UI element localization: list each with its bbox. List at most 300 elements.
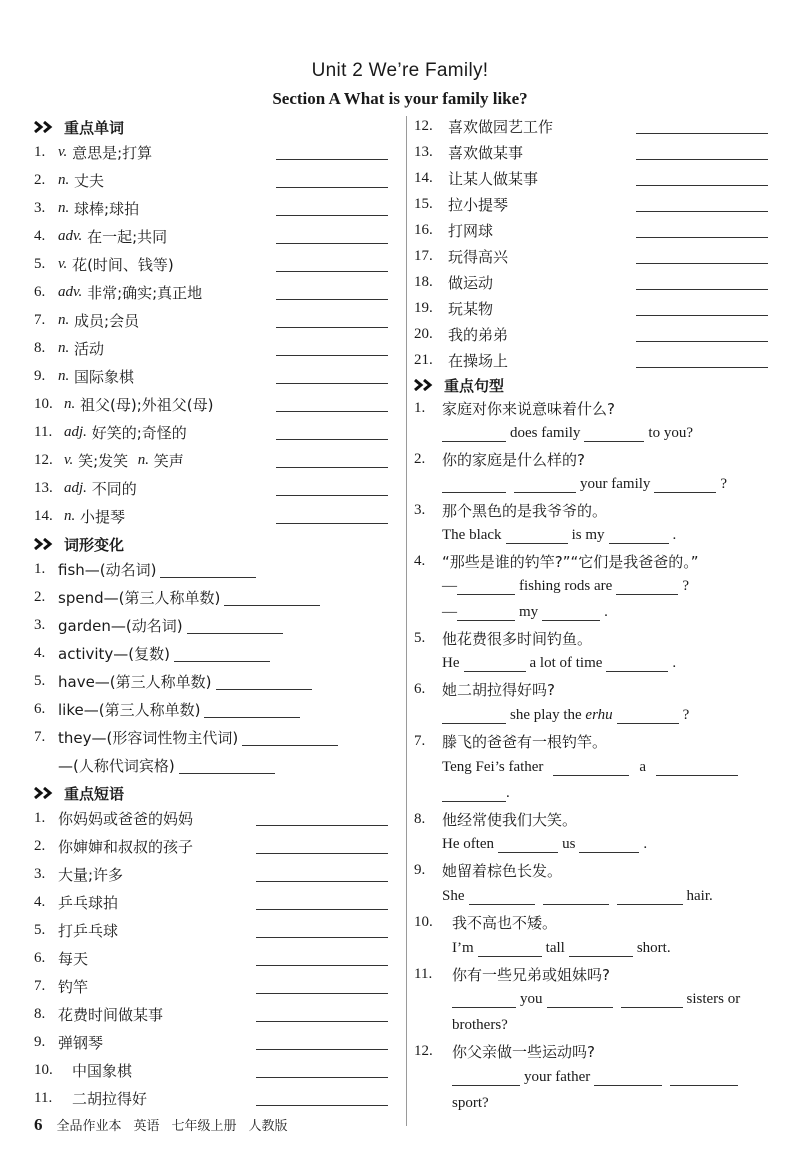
part-of-speech: n. — [58, 199, 70, 216]
sentence-prompt — [414, 676, 555, 702]
section-title: 重点句型 — [444, 376, 505, 395]
item-number: 6. — [34, 283, 46, 300]
answer-blank[interactable] — [442, 476, 506, 493]
sentence-text: your father — [524, 1068, 591, 1085]
item-number: 3. — [34, 199, 46, 216]
sentence-text: a lot of time — [529, 654, 603, 671]
subject-name: 英语 — [133, 1119, 160, 1134]
answer-blank[interactable] — [256, 1105, 388, 1106]
answer-blank[interactable] — [636, 133, 768, 134]
word-row — [34, 419, 396, 445]
sentence-text: short. — [636, 939, 671, 956]
answer-blank[interactable] — [276, 327, 388, 328]
answer-blank[interactable] — [579, 836, 639, 853]
item-number: 8. — [34, 1005, 46, 1022]
item-number: 9. — [414, 861, 426, 878]
answer-blank[interactable] — [547, 991, 613, 1008]
sentence-chinese: 你的家庭是什么样的? — [442, 450, 585, 469]
page-subtitle: Section A What is your family like? — [272, 89, 528, 108]
answer-blank[interactable] — [636, 341, 768, 342]
grade-label: 七年级上册 — [171, 1119, 237, 1134]
phrase-row — [414, 295, 776, 321]
item-number: 12. — [414, 117, 433, 134]
word-row — [34, 279, 396, 305]
answer-blank[interactable] — [654, 476, 716, 493]
phrase-row — [414, 347, 776, 373]
sentence-prompt — [414, 909, 557, 935]
item-number: 10. — [34, 395, 53, 412]
answer-blank[interactable] — [276, 243, 388, 244]
item-number: 6. — [34, 700, 46, 717]
phrase-meaning: 打网球 — [448, 221, 494, 240]
answer-blank[interactable] — [276, 439, 388, 440]
sentence-text: . — [604, 603, 608, 620]
answer-blank[interactable] — [469, 888, 535, 905]
form-row — [34, 696, 304, 722]
sentence-text: you — [520, 990, 543, 1007]
item-number: 4. — [34, 227, 46, 244]
sentence-answer-line — [442, 754, 742, 780]
form-prompt: —(人称代词宾格) — [58, 756, 175, 775]
answer-blank[interactable] — [442, 707, 506, 724]
item-number: 19. — [414, 299, 433, 316]
answer-blank[interactable] — [514, 476, 576, 493]
answer-blank[interactable] — [543, 888, 609, 905]
sentence-answer-line — [442, 883, 713, 909]
form-prompt: activity—(复数) — [58, 644, 170, 663]
part-of-speech: n. — [64, 395, 76, 412]
page-number: 6 — [34, 1115, 43, 1134]
item-number: 4. — [414, 552, 426, 569]
sentence-prompt — [414, 857, 562, 883]
phrase-meaning: 大量;许多 — [58, 865, 124, 884]
sentence-answer-line — [452, 1090, 489, 1116]
answer-blank[interactable] — [256, 1021, 388, 1022]
sentence-text: — — [442, 577, 457, 594]
item-number: 10. — [414, 913, 433, 930]
answer-blank[interactable] — [636, 237, 768, 238]
phrase-row — [414, 269, 776, 295]
page-title: Unit 2 We’re Family! — [311, 60, 489, 81]
sentence-prompt — [414, 961, 610, 987]
word-meaning: 球棒;球拍 — [74, 199, 140, 218]
answer-blank[interactable] — [594, 1069, 662, 1086]
answer-blank[interactable] — [656, 759, 738, 776]
phrase-meaning: 打乒乓球 — [58, 921, 119, 940]
item-number: 9. — [34, 367, 46, 384]
sentence-text: your family — [580, 475, 651, 492]
word-meaning: 成员;会员 — [74, 311, 140, 330]
answer-blank[interactable] — [457, 578, 515, 595]
phrase-meaning: 中国象棋 — [72, 1061, 133, 1080]
answer-blank[interactable] — [542, 604, 600, 621]
answer-blank[interactable] — [276, 299, 388, 300]
word-meaning: 好笑的;奇怪的 — [91, 423, 187, 442]
item-number: 8. — [414, 810, 426, 827]
item-number: 1. — [34, 560, 46, 577]
item-number: 1. — [34, 809, 46, 826]
sentence-answer-line — [442, 780, 510, 806]
answer-blank[interactable] — [452, 991, 516, 1008]
form-prompt: spend—(第三人称单数) — [58, 588, 221, 607]
word-row — [34, 139, 396, 165]
word-meaning: 在一起;共同 — [87, 227, 168, 246]
part-of-speech: n. — [58, 311, 70, 328]
sentence-answer-line — [442, 599, 608, 625]
sentence-prompt — [414, 395, 615, 421]
phrase-meaning: 你婶婶和叔叔的孩子 — [58, 837, 194, 856]
answer-blank[interactable] — [276, 523, 388, 524]
word-meaning: 笑声 — [153, 451, 184, 470]
section-header-phrases — [34, 781, 124, 805]
phrase-row — [34, 861, 396, 887]
form-row — [34, 668, 316, 694]
item-number: 1. — [34, 143, 46, 160]
sentence-answer-line — [442, 650, 676, 676]
part-of-speech: n. — [137, 451, 149, 468]
word-meaning: 非常;确实;真正地 — [87, 283, 203, 302]
answer-blank[interactable] — [179, 757, 275, 774]
item-number: 3. — [34, 865, 46, 882]
phrase-row — [414, 165, 776, 191]
sentence-text: I’m — [452, 939, 474, 956]
answer-blank[interactable] — [636, 315, 768, 316]
answer-blank[interactable] — [636, 159, 768, 160]
form-row — [34, 640, 274, 666]
phrase-meaning: 喜欢做园艺工作 — [448, 117, 554, 136]
word-meaning: 小提琴 — [80, 507, 126, 526]
sentence-text: to you? — [648, 424, 693, 441]
answer-blank[interactable] — [616, 578, 678, 595]
phrase-meaning: 乒乓球拍 — [58, 893, 119, 912]
item-number: 3. — [34, 616, 46, 633]
answer-blank[interactable] — [204, 701, 300, 718]
sentence-text: . — [506, 784, 510, 801]
item-number: 17. — [414, 247, 433, 264]
answer-blank[interactable] — [256, 825, 388, 826]
phrase-row — [414, 243, 776, 269]
sentence-prompt — [414, 548, 699, 574]
sentence-answer-line — [442, 420, 693, 446]
part-of-speech: n. — [58, 339, 70, 356]
sentence-text: my — [519, 603, 539, 620]
sentence-chinese: 她二胡拉得好吗? — [442, 680, 555, 699]
phrase-row — [414, 191, 776, 217]
answer-blank[interactable] — [584, 425, 644, 442]
answer-blank[interactable] — [256, 1049, 388, 1050]
item-number: 2. — [34, 837, 46, 854]
word-meaning: 活动 — [74, 339, 105, 358]
sentence-prompt — [414, 728, 607, 754]
answer-blank[interactable] — [670, 1069, 738, 1086]
sentence-answer-line — [442, 573, 689, 599]
form-row — [34, 752, 279, 778]
answer-blank[interactable] — [256, 881, 388, 882]
sentence-text: hair. — [686, 887, 713, 904]
answer-blank[interactable] — [498, 836, 558, 853]
phrase-meaning: 弹钢琴 — [58, 1033, 104, 1052]
phrase-row — [34, 917, 396, 943]
phrase-meaning: 在操场上 — [448, 351, 509, 370]
form-prompt: have—(第三人称单数) — [58, 672, 212, 691]
sentence-text: The black — [442, 526, 502, 543]
form-prompt: fish—(动名词) — [58, 560, 157, 579]
phrase-row — [414, 217, 776, 243]
sentence-text: does family — [510, 424, 581, 441]
answer-blank[interactable] — [452, 1069, 520, 1086]
sentence-text: ? — [682, 577, 689, 594]
item-number: 2. — [34, 588, 46, 605]
item-number: 6. — [34, 949, 46, 966]
sentence-text: — — [442, 603, 457, 620]
answer-blank[interactable] — [276, 215, 388, 216]
sentence-text: . — [643, 835, 648, 852]
double-chevron-icon — [34, 538, 56, 550]
word-meaning: 笑;发笑 — [78, 451, 129, 470]
phrase-meaning: 玩某物 — [448, 299, 494, 318]
answer-blank[interactable] — [621, 991, 683, 1008]
phrase-meaning: 喜欢做某事 — [448, 143, 524, 162]
answer-blank[interactable] — [636, 289, 768, 290]
answer-blank[interactable] — [276, 187, 388, 188]
answer-blank[interactable] — [216, 673, 312, 690]
word-row — [34, 223, 396, 249]
word-row — [34, 391, 396, 417]
book-name: 全品作业本 — [56, 1119, 122, 1134]
sentence-text: . — [672, 526, 677, 543]
answer-blank[interactable] — [276, 495, 388, 496]
sentence-prompt — [414, 497, 607, 523]
item-number: 2. — [34, 171, 46, 188]
item-number: 5. — [34, 921, 46, 938]
column-divider — [406, 116, 407, 1126]
item-number: 21. — [414, 351, 433, 368]
sentence-text: is my — [571, 526, 605, 543]
phrase-row — [414, 321, 776, 347]
part-of-speech: v. — [58, 255, 68, 272]
sentence-text: erhu — [585, 706, 613, 723]
part-of-speech: n. — [64, 507, 76, 524]
sentence-prompt — [414, 1038, 595, 1064]
form-prompt: they—(形容词性物主代词) — [58, 728, 239, 747]
sentence-chinese: 滕飞的爸爸有一根钓竿。 — [442, 732, 608, 751]
item-number: 14. — [414, 169, 433, 186]
sentence-text: . — [672, 654, 677, 671]
sentence-chinese: 那个黑色的是我爷爷的。 — [442, 501, 608, 520]
phrase-meaning: 让某人做某事 — [448, 169, 539, 188]
word-row — [34, 167, 396, 193]
sentence-answer-line — [452, 1064, 742, 1090]
sentence-answer-line — [442, 522, 676, 548]
part-of-speech: adj. — [64, 423, 87, 440]
phrase-meaning: 做运动 — [448, 273, 494, 292]
phrase-row — [34, 1085, 396, 1111]
item-number: 13. — [34, 479, 53, 496]
answer-blank[interactable] — [256, 965, 388, 966]
answer-blank[interactable] — [256, 853, 388, 854]
part-of-speech: v. — [64, 451, 74, 468]
section-title: 重点短语 — [64, 784, 125, 803]
item-number: 4. — [34, 893, 46, 910]
word-row — [34, 363, 396, 389]
phrase-meaning: 钓竿 — [58, 977, 89, 996]
word-meaning: 祖父(母);外祖父(母) — [80, 395, 214, 414]
part-of-speech: adv. — [58, 283, 83, 300]
sentence-answer-line — [442, 471, 727, 497]
sentence-prompt — [414, 446, 585, 472]
answer-blank[interactable] — [569, 940, 633, 957]
answer-blank[interactable] — [553, 759, 629, 776]
sentence-text: tall — [545, 939, 565, 956]
answer-blank[interactable] — [187, 617, 283, 634]
form-row — [34, 584, 324, 610]
item-number: 7. — [414, 732, 426, 749]
sentence-chinese: 你父亲做一些运动吗? — [452, 1042, 595, 1061]
word-row — [34, 447, 396, 473]
phrase-row — [34, 945, 396, 971]
section-title: 词形变化 — [64, 535, 125, 554]
answer-blank[interactable] — [276, 271, 388, 272]
answer-blank[interactable] — [224, 589, 320, 606]
form-prompt: like—(第三人称单数) — [58, 700, 201, 719]
answer-blank[interactable] — [636, 367, 768, 368]
answer-blank[interactable] — [276, 355, 388, 356]
sentence-chinese: 我不高也不矮。 — [452, 913, 558, 932]
sentence-text: ? — [720, 475, 728, 492]
sentence-text: ? — [682, 706, 690, 723]
answer-blank[interactable] — [276, 467, 388, 468]
answer-blank[interactable] — [442, 785, 506, 802]
item-number: 7. — [34, 311, 46, 328]
sentence-text: sport? — [452, 1094, 489, 1111]
answer-blank[interactable] — [242, 729, 338, 746]
answer-blank[interactable] — [506, 527, 568, 544]
answer-blank[interactable] — [636, 185, 768, 186]
page-footer — [34, 1115, 300, 1135]
answer-blank[interactable] — [160, 561, 256, 578]
word-row — [34, 503, 396, 529]
phrase-meaning: 我的弟弟 — [448, 325, 509, 344]
form-row — [34, 612, 287, 638]
sentence-prompt — [414, 625, 592, 651]
phrase-row — [34, 973, 396, 999]
phrase-row — [34, 1057, 396, 1083]
item-number: 11. — [34, 1089, 53, 1106]
item-number: 8. — [34, 339, 46, 356]
phrase-row — [34, 833, 396, 859]
item-number: 7. — [34, 977, 46, 994]
sentence-answer-line — [452, 935, 671, 961]
answer-blank[interactable] — [276, 159, 388, 160]
answer-blank[interactable] — [276, 383, 388, 384]
item-number: 2. — [414, 450, 426, 467]
answer-blank[interactable] — [276, 411, 388, 412]
answer-blank[interactable] — [256, 993, 388, 994]
section-header-sentences — [414, 373, 504, 397]
sentence-answer-line — [442, 831, 647, 857]
phrase-meaning: 花费时间做某事 — [58, 1005, 164, 1024]
item-number: 10. — [34, 1061, 53, 1078]
word-meaning: 意思是;打算 — [72, 143, 153, 162]
phrase-row — [414, 113, 776, 139]
answer-blank[interactable] — [636, 263, 768, 264]
double-chevron-icon — [414, 379, 436, 391]
answer-blank[interactable] — [457, 604, 515, 621]
answer-blank[interactable] — [617, 707, 679, 724]
sentence-chinese: 家庭对你来说意味着什么? — [442, 399, 615, 418]
sentence-text: a — [639, 758, 647, 775]
sentence-text: she play the — [510, 706, 582, 723]
phrase-meaning: 你妈妈或爸爸的妈妈 — [58, 809, 194, 828]
phrase-meaning: 每天 — [58, 949, 89, 968]
phrase-row — [414, 139, 776, 165]
answer-blank[interactable] — [174, 645, 270, 662]
answer-blank[interactable] — [256, 1077, 388, 1078]
answer-blank[interactable] — [636, 211, 768, 212]
item-number: 13. — [414, 143, 433, 160]
answer-blank[interactable] — [478, 940, 542, 957]
item-number: 1. — [414, 399, 426, 416]
word-row — [34, 195, 396, 221]
item-number: 4. — [34, 644, 46, 661]
answer-blank[interactable] — [256, 909, 388, 910]
answer-blank[interactable] — [606, 655, 668, 672]
item-number: 5. — [34, 672, 46, 689]
item-number: 20. — [414, 325, 433, 342]
sentence-text: He often — [442, 835, 495, 852]
section-header-forms — [34, 532, 124, 556]
sentence-text: Teng Fei’s father — [442, 758, 544, 775]
phrase-row — [34, 889, 396, 915]
part-of-speech: n. — [58, 367, 70, 384]
part-of-speech: adv. — [58, 227, 83, 244]
answer-blank[interactable] — [442, 425, 506, 442]
part-of-speech: n. — [58, 171, 70, 188]
sentence-chinese: 你有一些兄弟或姐妹吗? — [452, 965, 610, 984]
form-row — [34, 556, 260, 582]
sentence-prompt — [414, 806, 577, 832]
section-title: 重点单词 — [64, 118, 125, 137]
sentence-text: sisters or — [686, 990, 741, 1007]
item-number: 5. — [34, 255, 46, 272]
answer-blank[interactable] — [617, 888, 683, 905]
sentence-text: fishing rods are — [519, 577, 613, 594]
item-number: 15. — [414, 195, 433, 212]
answer-blank[interactable] — [464, 655, 526, 672]
item-number: 11. — [414, 965, 433, 982]
word-meaning: 丈夫 — [74, 171, 105, 190]
phrase-row — [34, 1029, 396, 1055]
double-chevron-icon — [34, 787, 56, 799]
word-meaning: 花(时间、钱等) — [72, 255, 174, 274]
part-of-speech: v. — [58, 143, 68, 160]
word-row — [34, 335, 396, 361]
item-number: 9. — [34, 1033, 46, 1050]
edition-label: 人教版 — [248, 1119, 288, 1134]
sentence-answer-line — [452, 986, 740, 1012]
form-row — [34, 724, 342, 750]
answer-blank[interactable] — [609, 527, 669, 544]
item-number: 5. — [414, 629, 426, 646]
phrase-row — [34, 1001, 396, 1027]
word-row — [34, 251, 396, 277]
phrase-meaning: 二胡拉得好 — [72, 1089, 148, 1108]
sentence-chinese: “那些是谁的钓竿?”“它们是我爸爸的。” — [442, 552, 699, 571]
sentence-chinese: 她留着棕色长发。 — [442, 861, 563, 880]
section-header-words — [34, 115, 124, 139]
item-number: 14. — [34, 507, 53, 524]
answer-blank[interactable] — [256, 937, 388, 938]
